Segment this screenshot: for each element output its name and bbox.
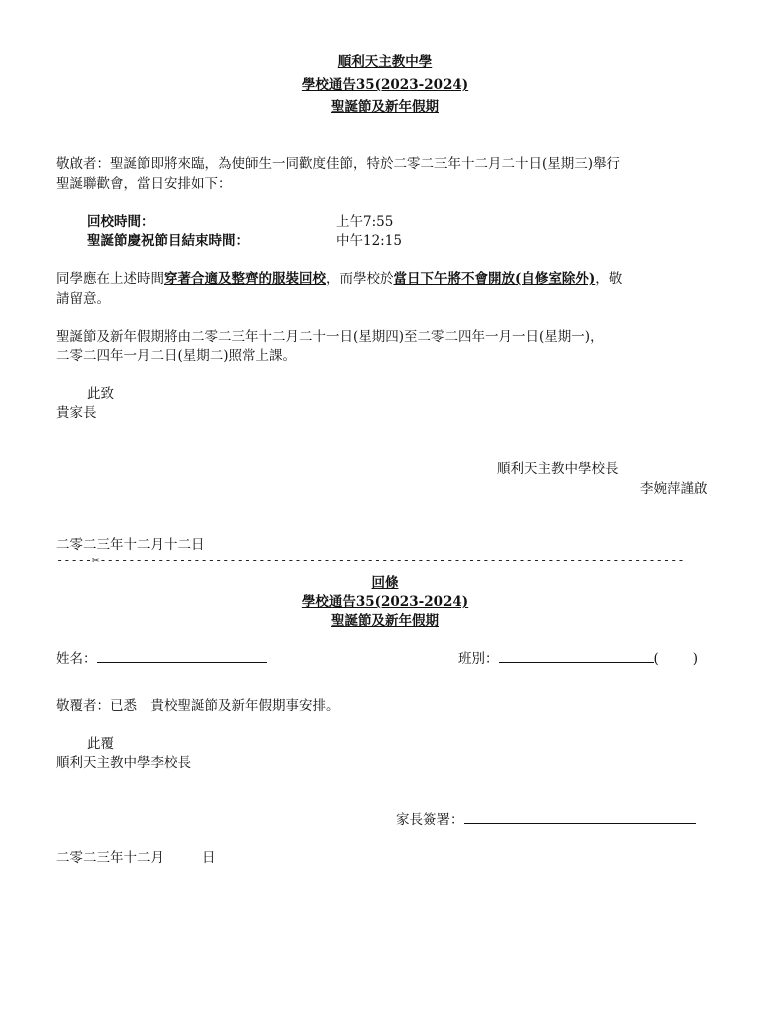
- para2-emphasis-closed: 當日下午將不會開放(自修室除外): [393, 271, 596, 287]
- class-blank[interactable]: [499, 648, 654, 663]
- schedule-value-return: 上午7:55: [336, 214, 394, 230]
- reply-date[interactable]: [56, 846, 216, 866]
- reply-notice-number-text: 學校通告35(2023-2024): [301, 594, 469, 610]
- para2-text-e: ，敬: [595, 271, 623, 287]
- cut-line-prefix: -----: [56, 553, 93, 567]
- notice-date: 二零二三年十二月十二日: [56, 537, 205, 553]
- reply-title: [0, 571, 770, 591]
- cut-line: [56, 553, 702, 571]
- closing-recipient: 貴家長: [56, 405, 97, 421]
- reply-closing-recipient: 順利天主教中學李校長: [56, 755, 191, 771]
- class-number-open: (: [653, 651, 659, 667]
- paragraph-3-line-1: 聖誕節及新年假期將由二零二三年十二月二十一日(星期四)至二零二四年一月一日(星期一)，: [56, 329, 604, 345]
- paragraph-2-line-1: [56, 267, 622, 287]
- paragraph-3-line-2: 二零二四年一月二日(星期二)照常上課。: [56, 348, 297, 364]
- student-name-label: 姓名：: [56, 651, 97, 667]
- notice-number: [0, 73, 770, 93]
- school-name: [0, 50, 770, 70]
- schedule-label-end: 聖誕節慶祝節目結束時間：: [87, 233, 249, 249]
- parent-signature-field[interactable]: [396, 808, 696, 828]
- class-field[interactable]: [458, 647, 698, 667]
- student-name-blank[interactable]: [97, 648, 267, 663]
- reply-acknowledgement: 敬覆者：已悉 貴校聖誕節及新年假期事安排。: [56, 698, 340, 714]
- school-name-text: 順利天主教中學: [337, 54, 433, 70]
- closing-salutation: 此致: [87, 386, 114, 402]
- reply-date-suffix: 日: [202, 850, 216, 866]
- paragraph-1-line-2: 聖誕聯歡會，當日安排如下：: [56, 176, 232, 192]
- notice-number-text: 學校通告35(2023-2024): [301, 77, 469, 93]
- reply-closing-salutation: 此覆: [87, 736, 114, 752]
- notice-subject-text: 聖誕節及新年假期: [331, 99, 439, 115]
- schedule-label-return: 回校時間：: [87, 214, 155, 230]
- class-number-close: ): [692, 651, 699, 667]
- student-name-field[interactable]: [56, 647, 267, 667]
- parent-signature-label: 家長簽署：: [396, 812, 464, 828]
- signer-title: 順利天主教中學校長: [497, 461, 619, 477]
- reply-notice-number: [0, 590, 770, 610]
- schedule-value-end: 中午12:15: [336, 233, 402, 249]
- paragraph-2-line-2: 請留意。: [56, 291, 110, 307]
- para2-text-a: 同學應在上述時間: [56, 271, 164, 287]
- reply-subject: [0, 609, 770, 629]
- signer-name: 李婉萍謹啟: [640, 481, 708, 497]
- cut-line-suffix: ---------------------------------------------------------------------------------: [99, 553, 685, 567]
- scissors-icon: ✂: [92, 553, 100, 567]
- reply-title-text: 回條: [371, 575, 399, 591]
- parent-signature-blank[interactable]: [464, 809, 696, 824]
- para2-text-c: ，而學校於: [326, 271, 394, 287]
- paragraph-1-line-1: 敬啟者：聖誕節即將來臨，為使師生一同歡度佳節，特於二零二三年十二月二十日(星期三)舉行: [56, 156, 621, 172]
- para2-emphasis-dress: 穿著合適及整齊的服裝回校: [164, 271, 326, 287]
- reply-subject-text: 聖誕節及新年假期: [331, 613, 439, 629]
- reply-date-prefix: 二零二三年十二月: [56, 850, 164, 866]
- notice-subject: [0, 95, 770, 115]
- class-label: 班別：: [458, 651, 499, 667]
